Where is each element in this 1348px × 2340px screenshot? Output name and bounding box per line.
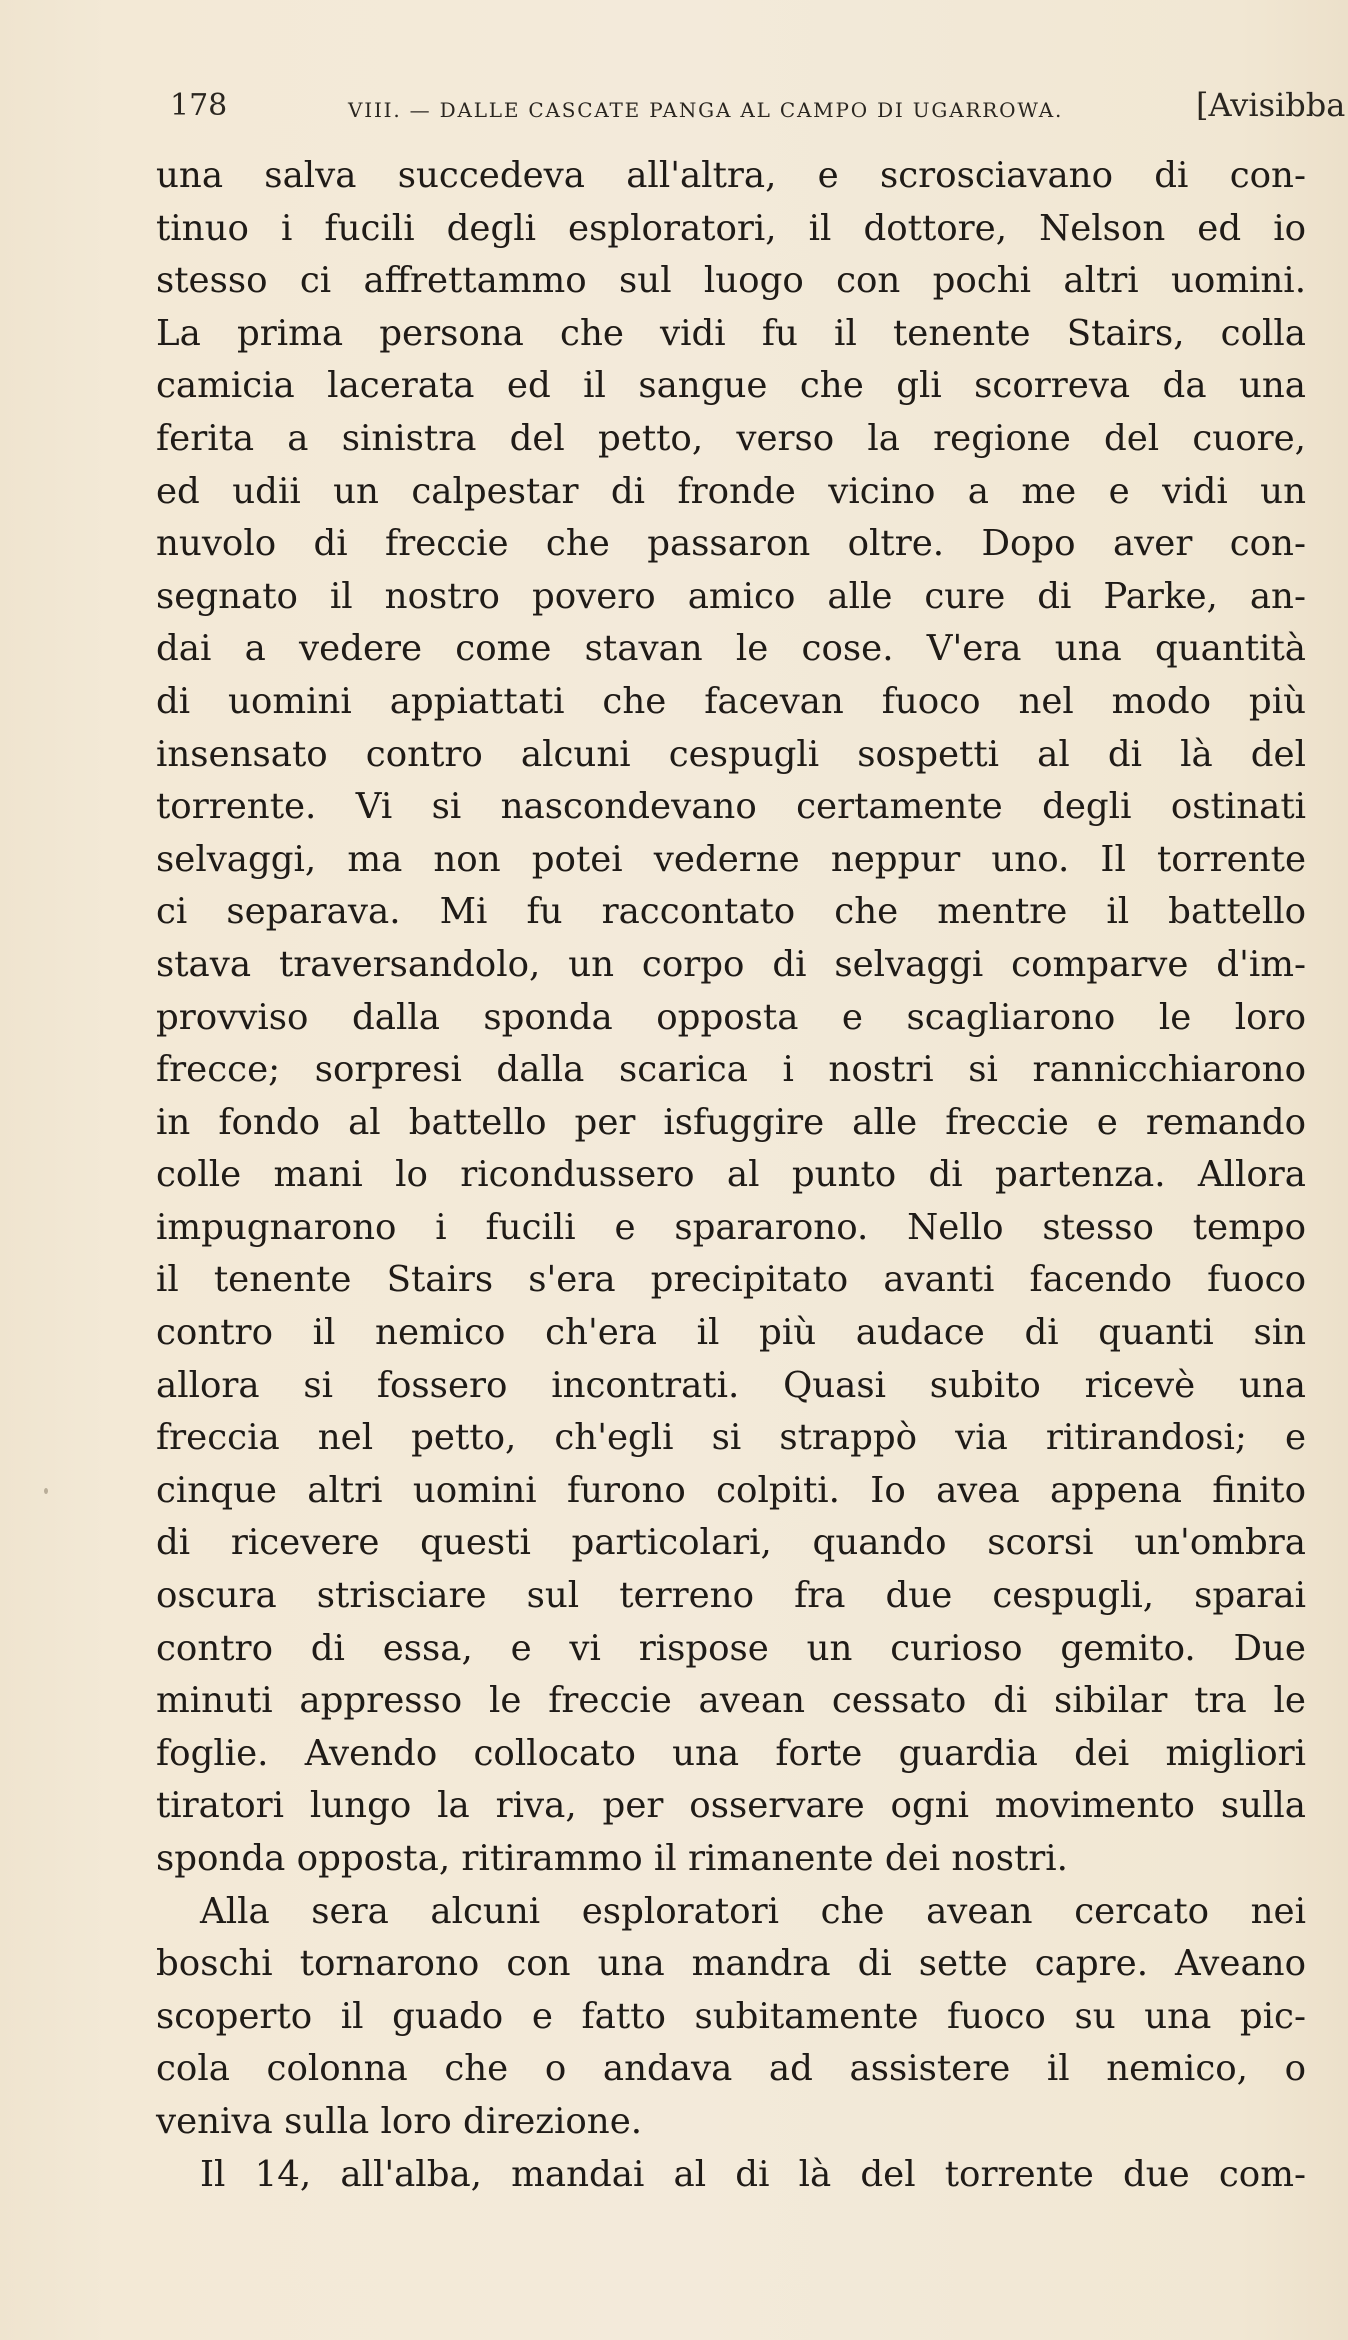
text-line: insensato contro alcuni cespugli sospetti al di là del	[156, 733, 1306, 775]
text-line: ci separava. Mi fu raccontato che mentre il battello	[156, 891, 1306, 933]
text-line: contro il nemico ch'era il più audace di quanti sin	[156, 1312, 1306, 1354]
text-line: oscura strisciare sul terreno fra due cespugli, sparai	[156, 1575, 1306, 1617]
text-line: stava traversandolo, un corpo di selvaggi comparve d'im-	[156, 943, 1306, 985]
text-line: freccia nel petto, ch'egli si strappò via ritirandosi; e	[156, 1417, 1306, 1459]
text-line: cola colonna che o andava ad assistere il nemico, o	[156, 2048, 1306, 2090]
text-line: stesso ci affrettammo sul luogo con pochi altri uomini.	[156, 260, 1306, 302]
text-line: allora si fossero incontrati. Quasi subito ricevè una	[156, 1364, 1306, 1406]
chapter-title: VIII. — DALLE CASCATE PANGA AL CAMPO DI UGARROWA.	[348, 98, 1064, 122]
section-marker: [Avisibba	[1196, 86, 1346, 124]
body-text	[156, 150, 1306, 2201]
text-line: impugnarono i fucili e spararono. Nello stesso tempo	[156, 1206, 1306, 1248]
text-line: foglie. Avendo collocato una forte guardia dei migliori	[156, 1732, 1306, 1774]
paper-speck	[44, 1488, 48, 1494]
text-line: La prima persona che vidi fu il tenente Stairs, colla	[156, 312, 1306, 354]
text-line: provviso dalla sponda opposta e scagliarono le loro	[156, 996, 1306, 1038]
paragraph-end-line: sponda opposta, ritirammo il rimanente dei nostri.	[156, 1838, 1068, 1879]
text-line: una salva succedeva all'altra, e scrosciavano di con-	[156, 155, 1306, 196]
text-line: camicia lacerata ed il sangue che gli scorreva da una	[156, 365, 1306, 407]
text-line: nuvolo di freccie che passaron oltre. Dopo aver con-	[156, 523, 1306, 565]
text-line: ed udii un calpestar di fronde vicino a me e vidi un	[156, 470, 1306, 512]
paragraph-start-line: Il 14, all'alba, mandai al di là del torrente due com-	[200, 2153, 1306, 2195]
text-line: il tenente Stairs s'era precipitato avanti facendo fuoco	[156, 1259, 1306, 1301]
text-line: scoperto il guado e fatto subitamente fuoco su una pic-	[156, 1995, 1306, 2037]
text-line: boschi tornarono con una mandra di sette capre. Aveano	[156, 1943, 1306, 1985]
text-line: selvaggi, ma non potei vederne neppur uno. Il torrente	[156, 838, 1306, 880]
text-line: ferita a sinistra del petto, verso la regione del cuore,	[156, 417, 1306, 459]
text-line: segnato il nostro povero amico alle cure di Parke, an-	[156, 575, 1306, 617]
text-line: di ricevere questi particolari, quando scorsi un'ombra	[156, 1522, 1306, 1564]
text-line: colle mani lo ricondussero al punto di partenza. Allora	[156, 1154, 1306, 1196]
text-line: tiratori lungo la riva, per osservare ogni movimento sulla	[156, 1785, 1306, 1827]
text-line: minuti appresso le freccie avean cessato di sibilar tra le	[156, 1680, 1306, 1722]
text-line: di uomini appiattati che facevan fuoco nel modo più	[156, 680, 1306, 722]
text-line: contro di essa, e vi rispose un curioso gemito. Due	[156, 1627, 1306, 1669]
text-line: in fondo al battello per isfuggire alle freccie e remando	[156, 1101, 1306, 1143]
paragraph-end-line: veniva sulla loro direzione.	[156, 2100, 643, 2142]
text-line: tinuo i fucili degli esploratori, il dottore, Nelson ed io	[156, 207, 1306, 249]
text-line: frecce; sorpresi dalla scarica i nostri si rannicchiarono	[156, 1049, 1306, 1091]
text-line: torrente. Vi si nascondevano certamente degli ostinati	[156, 786, 1306, 828]
running-head	[170, 84, 1346, 134]
page-number: 178	[170, 88, 228, 123]
paragraph-start-line: Alla sera alcuni esploratori che avean cercato nei	[200, 1890, 1306, 1932]
text-line: cinque altri uomini furono colpiti. Io avea appena finito	[156, 1469, 1306, 1511]
text-line: dai a vedere come stavan le cose. V'era una quantità	[156, 628, 1306, 670]
